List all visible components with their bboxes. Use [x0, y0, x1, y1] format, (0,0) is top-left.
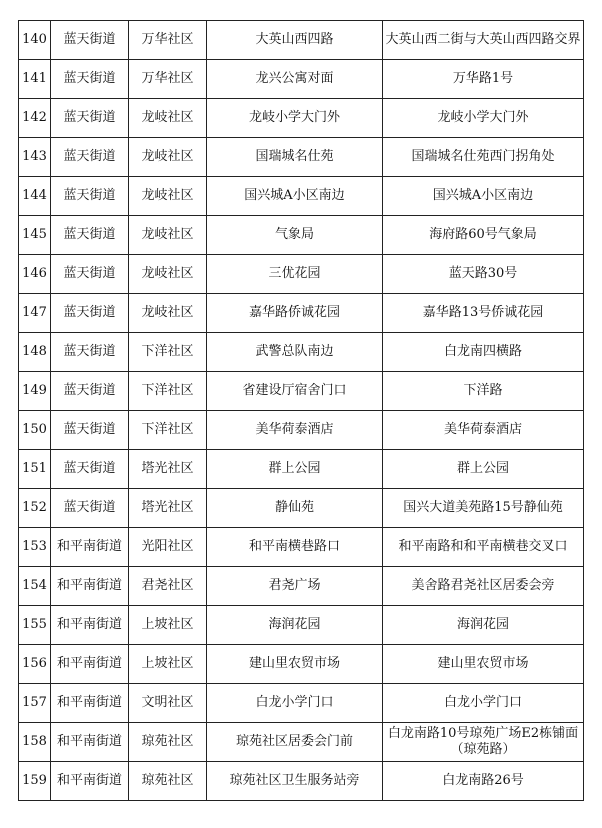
cell-street: 和平南街道 [51, 567, 129, 606]
table-row [19, 216, 584, 255]
cell-location: 气象局 [207, 216, 383, 255]
cell-address: 建山里农贸市场 [383, 645, 584, 684]
cell-community: 塔光社区 [129, 489, 207, 528]
cell-community: 文明社区 [129, 684, 207, 723]
cell-community: 君尧社区 [129, 567, 207, 606]
table-row [19, 411, 584, 450]
cell-location: 嘉华路侨诚花园 [207, 294, 383, 333]
cell-address: 群上公园 [383, 450, 584, 489]
cell-address: 海润花园 [383, 606, 584, 645]
cell-community: 上坡社区 [129, 606, 207, 645]
cell-address: 蓝天路30号 [383, 255, 584, 294]
cell-community: 龙岐社区 [129, 177, 207, 216]
cell-number: 144 [19, 177, 51, 216]
cell-street: 蓝天街道 [51, 60, 129, 99]
cell-street: 蓝天街道 [51, 138, 129, 177]
cell-community: 龙岐社区 [129, 255, 207, 294]
table-row [19, 684, 584, 723]
cell-location: 和平南横巷路口 [207, 528, 383, 567]
location-table [18, 20, 584, 801]
cell-community: 上坡社区 [129, 645, 207, 684]
table-row [19, 99, 584, 138]
table-row [19, 177, 584, 216]
cell-community: 光阳社区 [129, 528, 207, 567]
cell-number: 155 [19, 606, 51, 645]
cell-address: 嘉华路13号侨诚花园 [383, 294, 584, 333]
cell-address: 下洋路 [383, 372, 584, 411]
cell-location: 龙岐小学大门外 [207, 99, 383, 138]
cell-address: 海府路60号气象局 [383, 216, 584, 255]
cell-community: 琼苑社区 [129, 723, 207, 762]
cell-number: 141 [19, 60, 51, 99]
cell-number: 142 [19, 99, 51, 138]
table-row [19, 60, 584, 99]
table-row [19, 294, 584, 333]
table-row [19, 372, 584, 411]
table-row [19, 606, 584, 645]
cell-location: 国瑞城名仕苑 [207, 138, 383, 177]
cell-street: 蓝天街道 [51, 411, 129, 450]
cell-number: 150 [19, 411, 51, 450]
table-row [19, 21, 584, 60]
cell-community: 万华社区 [129, 21, 207, 60]
cell-street: 和平南街道 [51, 645, 129, 684]
cell-street: 蓝天街道 [51, 21, 129, 60]
cell-street: 蓝天街道 [51, 99, 129, 138]
cell-number: 158 [19, 723, 51, 762]
cell-community: 龙岐社区 [129, 216, 207, 255]
cell-community: 龙岐社区 [129, 294, 207, 333]
cell-location: 海润花园 [207, 606, 383, 645]
cell-number: 148 [19, 333, 51, 372]
table-row [19, 528, 584, 567]
cell-street: 蓝天街道 [51, 216, 129, 255]
table-row [19, 138, 584, 177]
cell-street: 蓝天街道 [51, 294, 129, 333]
cell-street: 蓝天街道 [51, 372, 129, 411]
cell-address: 白龙小学门口 [383, 684, 584, 723]
cell-number: 152 [19, 489, 51, 528]
cell-street: 蓝天街道 [51, 489, 129, 528]
cell-number: 153 [19, 528, 51, 567]
table-body [19, 21, 584, 801]
cell-community: 下洋社区 [129, 333, 207, 372]
table-row [19, 762, 584, 801]
cell-number: 145 [19, 216, 51, 255]
cell-address: 龙岐小学大门外 [383, 99, 584, 138]
cell-street: 和平南街道 [51, 528, 129, 567]
cell-address: 国兴大道美苑路15号静仙苑 [383, 489, 584, 528]
cell-community: 下洋社区 [129, 411, 207, 450]
cell-street: 蓝天街道 [51, 177, 129, 216]
cell-community: 塔光社区 [129, 450, 207, 489]
cell-location: 龙兴公寓对面 [207, 60, 383, 99]
cell-street: 和平南街道 [51, 606, 129, 645]
cell-street: 蓝天街道 [51, 333, 129, 372]
cell-street: 和平南街道 [51, 762, 129, 801]
cell-street: 蓝天街道 [51, 450, 129, 489]
cell-community: 龙岐社区 [129, 138, 207, 177]
table-row [19, 645, 584, 684]
cell-address: 白龙南路10号琼苑广场E2栋铺面（琼苑路） [383, 723, 584, 762]
cell-address: 白龙南路26号 [383, 762, 584, 801]
cell-number: 149 [19, 372, 51, 411]
cell-street: 和平南街道 [51, 684, 129, 723]
cell-number: 140 [19, 21, 51, 60]
cell-street: 和平南街道 [51, 723, 129, 762]
cell-location: 美华荷泰酒店 [207, 411, 383, 450]
cell-location: 琼苑社区卫生服务站旁 [207, 762, 383, 801]
cell-location: 白龙小学门口 [207, 684, 383, 723]
cell-number: 159 [19, 762, 51, 801]
table-row [19, 567, 584, 606]
cell-address: 美华荷泰酒店 [383, 411, 584, 450]
table-row [19, 333, 584, 372]
cell-location: 琼苑社区居委会门前 [207, 723, 383, 762]
cell-address: 大英山西二街与大英山西四路交界 [383, 21, 584, 60]
cell-street: 蓝天街道 [51, 255, 129, 294]
cell-number: 156 [19, 645, 51, 684]
cell-location: 大英山西四路 [207, 21, 383, 60]
cell-location: 群上公园 [207, 450, 383, 489]
cell-number: 147 [19, 294, 51, 333]
cell-number: 146 [19, 255, 51, 294]
table-row [19, 255, 584, 294]
cell-location: 武警总队南边 [207, 333, 383, 372]
cell-community: 下洋社区 [129, 372, 207, 411]
cell-location: 君尧广场 [207, 567, 383, 606]
cell-address: 美舍路君尧社区居委会旁 [383, 567, 584, 606]
cell-address: 白龙南四横路 [383, 333, 584, 372]
cell-number: 154 [19, 567, 51, 606]
cell-address: 国瑞城名仕苑西门拐角处 [383, 138, 584, 177]
table-row [19, 489, 584, 528]
cell-community: 万华社区 [129, 60, 207, 99]
cell-community: 龙岐社区 [129, 99, 207, 138]
cell-location: 三优花园 [207, 255, 383, 294]
cell-location: 省建设厅宿舍门口 [207, 372, 383, 411]
cell-address: 万华路1号 [383, 60, 584, 99]
cell-number: 143 [19, 138, 51, 177]
cell-location: 国兴城A小区南边 [207, 177, 383, 216]
cell-community: 琼苑社区 [129, 762, 207, 801]
cell-location: 建山里农贸市场 [207, 645, 383, 684]
cell-number: 157 [19, 684, 51, 723]
cell-address: 和平南路和和平南横巷交叉口 [383, 528, 584, 567]
cell-location: 静仙苑 [207, 489, 383, 528]
table-row [19, 723, 584, 762]
cell-address: 国兴城A小区南边 [383, 177, 584, 216]
table-row [19, 450, 584, 489]
cell-number: 151 [19, 450, 51, 489]
